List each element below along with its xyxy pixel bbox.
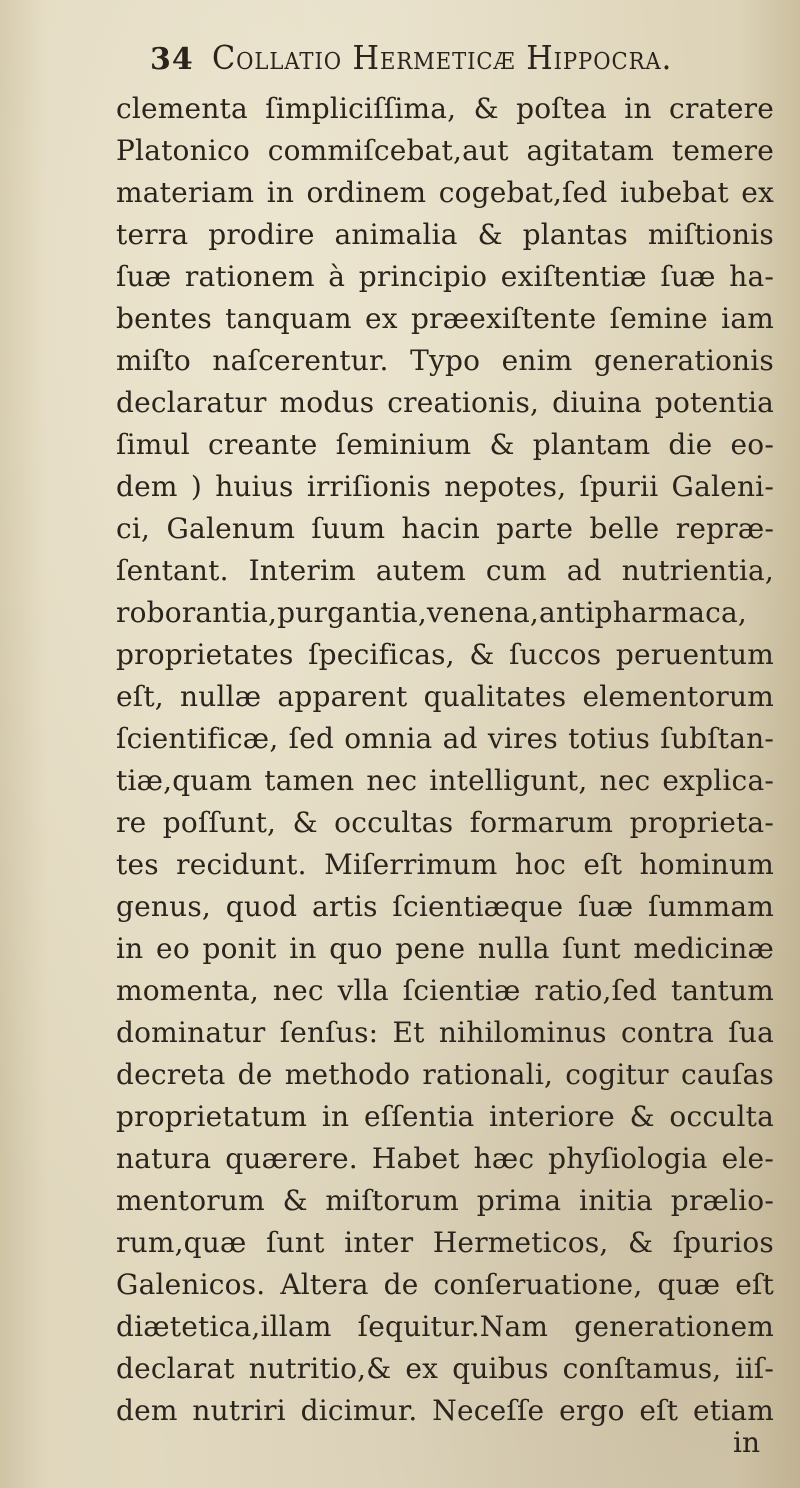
text-line: proprietates ſpecificas, & ſuccos peruentum	[116, 638, 774, 671]
text-line: terra prodire animalia & plantas miſtionis	[116, 218, 774, 251]
text-line: roborantia,purgantia,venena,antipharmaca,	[116, 596, 748, 629]
text-line: decreta de methodo rationali, cogitur cauſas	[116, 1058, 774, 1091]
text-line: re poſſunt, & occultas formarum proprieta-	[116, 806, 774, 839]
text-line: Platonico commiſcebat,aut agitatam temere	[116, 134, 774, 167]
body-text	[116, 88, 774, 1432]
running-title: Collatio Hermeticæ Hippocra.	[212, 38, 673, 77]
text-line: natura quærere. Habet hæc phyſiologia ele-	[116, 1142, 774, 1175]
text-line: materiam in ordinem cogebat,ſed iubebat ex	[116, 176, 774, 209]
text-line: proprietatum in eſſentia interiore & occulta	[116, 1100, 774, 1133]
page-number: 34	[150, 42, 194, 77]
text-line: ſimul creante ſeminium & plantam die eo-	[116, 428, 774, 461]
text-line: declarat nutritio,& ex quibus conſtamus, iiſ-	[116, 1352, 774, 1385]
text-line: mentorum & miſtorum prima initia prælio-	[116, 1184, 774, 1217]
text-line: ci, Galenum ſuum hacin parte belle repræ-	[116, 512, 774, 545]
text-line: ſentant. Interim autem cum ad nutrientia,	[116, 554, 774, 587]
text-line: dem nutriri dicimur. Neceſſe ergo eſt etiam	[116, 1394, 774, 1427]
text-line: bentes tanquam ex præexiſtente ſemine iam	[116, 302, 774, 335]
text-line: rum,quæ ſunt inter Hermeticos, & ſpurios	[116, 1226, 774, 1259]
text-line: miſto naſcerentur. Typo enim generationis	[116, 344, 774, 377]
page-header	[150, 36, 790, 90]
text-line: ſuæ rationem à principio exiſtentiæ ſuæ ha-	[116, 260, 774, 293]
text-line: Galenicos. Altera de conſeruatione, quæ eſt	[116, 1268, 774, 1301]
text-line: declaratur modus creationis, diuina potentia	[116, 386, 774, 419]
text-line: tes recidunt. Miſerrimum hoc eſt hominum	[116, 848, 774, 881]
text-line: dominatur ſenſus: Et nihilominus contra ſua	[116, 1016, 774, 1049]
text-line: dem ) huius irriſionis nepotes, ſpurii Galeni-	[116, 470, 774, 503]
text-line: clementa ſimpliciſſima, & poſtea in cratere	[116, 92, 774, 125]
text-line: in eo ponit in quo pene nulla ſunt medicinæ	[116, 932, 774, 965]
text-line: momenta, nec vlla ſcientiæ ratio,ſed tantum	[116, 974, 774, 1007]
text-line: diætetica,illam ſequitur.Nam generationem	[116, 1310, 774, 1343]
text-line: tiæ,quam tamen nec intelligunt, nec explica-	[116, 764, 774, 797]
text-line: eſt, nullæ apparent qualitates elementorum	[116, 680, 774, 713]
text-line: ſcientificæ, ſed omnia ad vires totius ſubſtan-	[116, 722, 774, 755]
text-line: genus, quod artis ſcientiæque ſuæ ſummam	[116, 890, 774, 923]
catchword: in	[733, 1426, 760, 1459]
